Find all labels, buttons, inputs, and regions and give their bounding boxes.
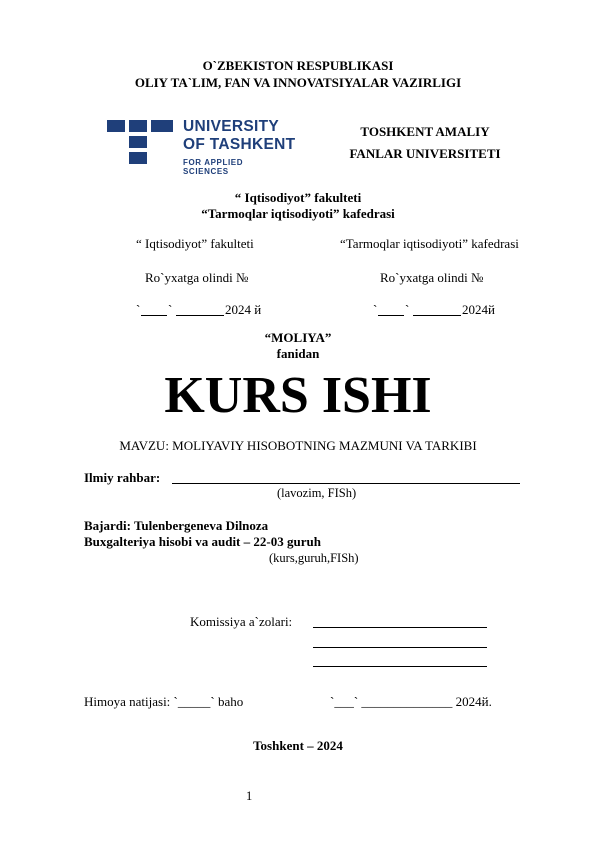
supervisor-line xyxy=(172,483,520,484)
subject-name: “MOLIYA” xyxy=(264,330,332,345)
logo-text-of-tashkent: OF TASHKENT xyxy=(183,136,296,153)
ministry-country: O`ZBEKISTON RESPUBLIKASI xyxy=(202,58,394,73)
university-name-line2: FANLAR UNIVERSITETI xyxy=(349,146,501,161)
subject-label: fanidan xyxy=(276,346,320,361)
reg-left-date-close: ` xyxy=(168,302,173,317)
reg-left-month-line xyxy=(176,315,224,316)
commission-line-3 xyxy=(313,666,487,667)
chair-name: “Tarmoqlar iqtisodiyoti” kafedrasi xyxy=(201,206,395,221)
reg-left-year: 2024 й xyxy=(225,302,262,317)
reg-right-day-line xyxy=(378,315,404,316)
topic: MAVZU: MOLIYAVIY HISOBOTNING MAZMUNI VA TARKIBI xyxy=(119,438,477,453)
defense-date: `___` ______________ 2024й. xyxy=(330,694,492,709)
author-name: Bajardi: Tulenbergeneva Dilnoza xyxy=(84,518,269,533)
reg-right-month-line xyxy=(413,315,461,316)
university-name-line1: TOSHKENT AMALIY xyxy=(360,124,490,139)
reg-left-faculty: “ Iqtisodiyot” fakulteti xyxy=(136,236,254,251)
author-hint: (kurs,guruh,FISh) xyxy=(269,551,359,565)
author-group: Buxgalteriya hisobi va audit – 22-03 guruh xyxy=(84,534,321,549)
reg-right-chair: “Tarmoqlar iqtisodiyoti” kafedrasi xyxy=(340,236,519,251)
logo-text-applied-sciences: FOR APPLIED SCIENCES xyxy=(183,158,244,176)
commission-line-2 xyxy=(313,647,487,648)
reg-right-date-close: ` xyxy=(405,302,410,317)
reg-right-date-open: ` xyxy=(373,302,378,317)
supervisor-label: Ilmiy rahbar: xyxy=(84,470,161,485)
reg-right-registered: Ro`yxatga olindi № xyxy=(380,270,484,285)
reg-left-date-open: ` xyxy=(136,302,141,317)
city-year: Toshkent – 2024 xyxy=(253,738,343,753)
reg-right-year: 2024й xyxy=(462,302,495,317)
commission-label: Komissiya a`zolari: xyxy=(190,614,293,629)
supervisor-hint: (lavozim, FISh) xyxy=(277,486,357,500)
page-number: 1 xyxy=(246,789,253,803)
reg-left-day-line xyxy=(141,315,167,316)
faculty-name: “ Iqtisodiyot” fakulteti xyxy=(234,190,362,205)
commission-line-1 xyxy=(313,627,487,628)
defense-result: Himoya natijasi: `_____` baho xyxy=(84,694,244,709)
logo-text-university: UNIVERSITY xyxy=(183,118,280,135)
document-title: KURS ISHI xyxy=(164,367,432,424)
ministry-name: OLIY TA`LIM, FAN VA INNOVATSIYALAR VAZIRLIGI xyxy=(134,75,462,90)
reg-left-registered: Ro`yxatga olindi № xyxy=(145,270,249,285)
logo-blocks-icon xyxy=(107,120,173,164)
